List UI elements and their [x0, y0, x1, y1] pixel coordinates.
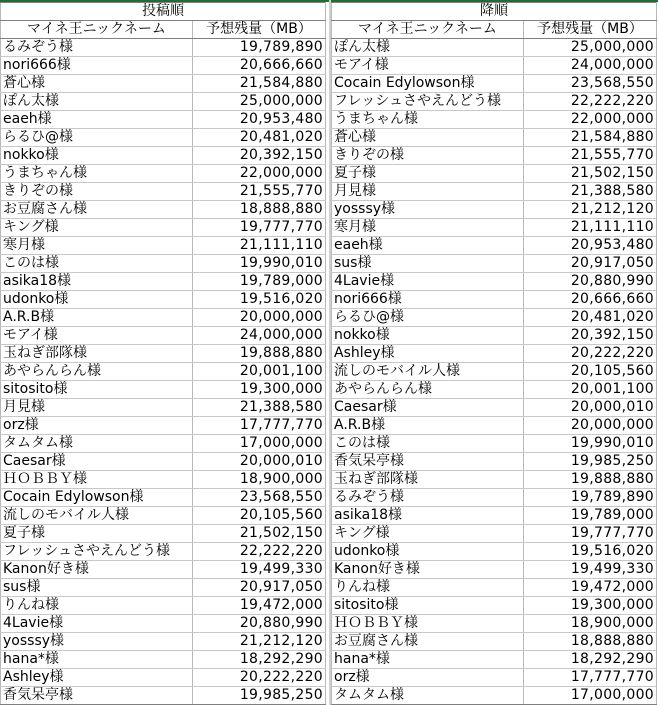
- remaining-cell[interactable]: 20,917,050: [193, 579, 326, 597]
- remaining-cell[interactable]: 20,000,010: [524, 399, 657, 417]
- remaining-cell[interactable]: 21,584,880: [524, 129, 657, 147]
- nickname-cell[interactable]: Kanon好き様: [332, 561, 524, 579]
- nickname-cell[interactable]: sus様: [1, 579, 193, 597]
- remaining-cell[interactable]: 19,789,890: [524, 489, 657, 507]
- table-row: [332, 165, 657, 183]
- table-row: [1, 489, 326, 507]
- nickname-cell[interactable]: 4Lavie様: [1, 615, 193, 633]
- nickname-cell[interactable]: Cocain Edylowson様: [332, 75, 524, 93]
- table-row: [332, 399, 657, 417]
- remaining-cell[interactable]: 19,300,000: [524, 597, 657, 615]
- remaining-cell[interactable]: 23,568,550: [524, 75, 657, 93]
- remaining-cell[interactable]: 18,900,000: [193, 471, 326, 489]
- remaining-cell[interactable]: 17,777,770: [524, 669, 657, 687]
- remaining-cell[interactable]: 24,000,000: [193, 327, 326, 345]
- table-row: [1, 237, 326, 255]
- table-row: [332, 507, 657, 525]
- remaining-cell[interactable]: 17,000,000: [524, 687, 657, 705]
- header-row: [332, 21, 657, 39]
- remaining-cell[interactable]: 20,666,660: [193, 57, 326, 75]
- table-row: [1, 327, 326, 345]
- nickname-cell[interactable]: sitosito様: [332, 597, 524, 615]
- nickname-cell[interactable]: yosssy様: [332, 201, 524, 219]
- nickname-cell[interactable]: フレッシュさやえんどう様: [1, 543, 193, 561]
- nickname-cell[interactable]: orz様: [1, 417, 193, 435]
- remaining-cell[interactable]: 20,222,220: [524, 345, 657, 363]
- nickname-cell[interactable]: 寒月様: [1, 237, 193, 255]
- nickname-cell[interactable]: キング様: [1, 219, 193, 237]
- remaining-cell[interactable]: 19,789,890: [193, 39, 326, 57]
- nickname-cell[interactable]: ぽん太様: [332, 39, 524, 57]
- nickname-cell[interactable]: お豆腐さん様: [332, 633, 524, 651]
- table-row: [1, 453, 326, 471]
- remaining-cell[interactable]: 21,584,880: [193, 75, 326, 93]
- remaining-header[interactable]: 予想残量（MB）: [524, 21, 657, 39]
- table-row: [1, 525, 326, 543]
- table-row: [1, 147, 326, 165]
- remaining-cell[interactable]: 20,105,560: [524, 363, 657, 381]
- remaining-cell[interactable]: 20,917,050: [524, 255, 657, 273]
- table-row: [1, 543, 326, 561]
- table-row: [1, 597, 326, 615]
- table-row: [332, 579, 657, 597]
- remaining-cell[interactable]: 21,502,150: [193, 525, 326, 543]
- remaining-header[interactable]: 予想残量（MB）: [193, 21, 326, 39]
- table-row: [1, 615, 326, 633]
- remaining-cell[interactable]: 22,000,000: [193, 165, 326, 183]
- nickname-cell[interactable]: 月見様: [1, 399, 193, 417]
- table-row: [1, 435, 326, 453]
- nickname-cell[interactable]: るみぞう様: [1, 39, 193, 57]
- table-row: [332, 273, 657, 291]
- table-row: [332, 201, 657, 219]
- nickname-cell[interactable]: sus様: [332, 255, 524, 273]
- table-row: [332, 255, 657, 273]
- remaining-cell[interactable]: 18,888,880: [193, 201, 326, 219]
- table-row: [332, 381, 657, 399]
- remaining-cell[interactable]: 19,777,770: [193, 219, 326, 237]
- table-row: [332, 687, 657, 705]
- remaining-cell[interactable]: 19,777,770: [524, 525, 657, 543]
- table-row: [332, 453, 657, 471]
- remaining-cell[interactable]: 19,499,330: [193, 561, 326, 579]
- nickname-cell[interactable]: 玉ねぎ部隊様: [1, 345, 193, 363]
- nickname-cell[interactable]: このは様: [332, 435, 524, 453]
- table-row: [332, 345, 657, 363]
- remaining-cell[interactable]: 20,392,150: [524, 327, 657, 345]
- table-row: [1, 93, 326, 111]
- nickname-cell[interactable]: らるひ@様: [1, 129, 193, 147]
- table-row: [332, 363, 657, 381]
- nickname-cell[interactable]: Cocain Edylowson様: [1, 489, 193, 507]
- table-row: [332, 129, 657, 147]
- nickname-cell[interactable]: 流しのモバイル人様: [332, 363, 524, 381]
- nickname-cell[interactable]: nori666様: [332, 291, 524, 309]
- remaining-cell[interactable]: 22,222,220: [193, 543, 326, 561]
- nickname-cell[interactable]: モアイ様: [332, 57, 524, 75]
- nickname-cell[interactable]: ＨＯＢＢＹ様: [1, 471, 193, 489]
- remaining-cell[interactable]: 21,502,150: [524, 165, 657, 183]
- table-title-row: [1, 3, 326, 21]
- remaining-cell[interactable]: 20,953,480: [193, 111, 326, 129]
- nickname-cell[interactable]: asika18様: [1, 273, 193, 291]
- table-row: [332, 525, 657, 543]
- nickname-cell[interactable]: nokko様: [332, 327, 524, 345]
- nickname-cell[interactable]: きりぞの様: [1, 183, 193, 201]
- nickname-cell[interactable]: キング様: [332, 525, 524, 543]
- remaining-cell[interactable]: 21,388,580: [524, 183, 657, 201]
- table-row: [332, 219, 657, 237]
- nickname-cell[interactable]: 夏子様: [1, 525, 193, 543]
- nickname-cell[interactable]: 4Lavie様: [332, 273, 524, 291]
- table-row: [1, 57, 326, 75]
- table-row: [332, 651, 657, 669]
- remaining-cell[interactable]: 22,222,220: [524, 93, 657, 111]
- remaining-cell[interactable]: 19,985,250: [193, 687, 326, 705]
- table-row: [332, 93, 657, 111]
- remaining-cell[interactable]: 21,111,110: [193, 237, 326, 255]
- table-row: [1, 219, 326, 237]
- nickname-header[interactable]: マイネ王ニックネーム: [332, 21, 524, 39]
- remaining-cell[interactable]: 20,481,020: [524, 309, 657, 327]
- table-row: [1, 651, 326, 669]
- table-row: [332, 471, 657, 489]
- table-row: [332, 291, 657, 309]
- nickname-cell[interactable]: 玉ねぎ部隊様: [332, 471, 524, 489]
- remaining-cell[interactable]: 19,516,020: [193, 291, 326, 309]
- remaining-cell[interactable]: 19,300,000: [193, 381, 326, 399]
- nickname-cell[interactable]: hana*様: [332, 651, 524, 669]
- table-row: [332, 147, 657, 165]
- nickname-cell[interactable]: タムタム様: [332, 687, 524, 705]
- nickname-cell[interactable]: りんね様: [1, 597, 193, 615]
- remaining-cell[interactable]: 19,789,000: [193, 273, 326, 291]
- table-row: [1, 255, 326, 273]
- remaining-cell[interactable]: 19,472,000: [524, 579, 657, 597]
- remaining-cell[interactable]: 20,880,990: [193, 615, 326, 633]
- table-row: [1, 75, 326, 93]
- remaining-cell[interactable]: 21,111,110: [524, 219, 657, 237]
- remaining-cell[interactable]: 20,000,010: [193, 453, 326, 471]
- table-row: [1, 561, 326, 579]
- table-row: [332, 183, 657, 201]
- table-row: [1, 345, 326, 363]
- nickname-cell[interactable]: 寒月様: [332, 219, 524, 237]
- remaining-cell[interactable]: 19,499,330: [524, 561, 657, 579]
- table-row: [1, 471, 326, 489]
- remaining-cell[interactable]: 19,990,010: [524, 435, 657, 453]
- table-row: [1, 579, 326, 597]
- table-row: [332, 615, 657, 633]
- remaining-cell[interactable]: 18,292,290: [193, 651, 326, 669]
- nickname-cell[interactable]: お豆腐さん様: [1, 201, 193, 219]
- table-row: [1, 633, 326, 651]
- nickname-cell[interactable]: あやらんらん様: [332, 381, 524, 399]
- nickname-cell[interactable]: らるひ@様: [332, 309, 524, 327]
- remaining-cell[interactable]: 23,568,550: [193, 489, 326, 507]
- table-title[interactable]: 投稿順: [1, 3, 326, 21]
- remaining-cell[interactable]: 17,777,770: [193, 417, 326, 435]
- table-row: [1, 183, 326, 201]
- table-row: [1, 363, 326, 381]
- remaining-cell[interactable]: 25,000,000: [524, 39, 657, 57]
- remaining-cell[interactable]: 21,555,770: [193, 183, 326, 201]
- table-row: [332, 597, 657, 615]
- table-row: [332, 435, 657, 453]
- nickname-cell[interactable]: orz様: [332, 669, 524, 687]
- table-row: [1, 165, 326, 183]
- nickname-cell[interactable]: あやらんらん様: [1, 363, 193, 381]
- remaining-cell[interactable]: 21,555,770: [524, 147, 657, 165]
- remaining-cell[interactable]: 25,000,000: [193, 93, 326, 111]
- nickname-cell[interactable]: nori666様: [1, 57, 193, 75]
- remaining-cell[interactable]: 20,105,560: [193, 507, 326, 525]
- table-row: [1, 687, 326, 705]
- table-row: [332, 309, 657, 327]
- table-row: [1, 507, 326, 525]
- nickname-cell[interactable]: フレッシュさやえんどう様: [332, 93, 524, 111]
- remaining-cell[interactable]: 20,666,660: [524, 291, 657, 309]
- nickname-cell[interactable]: 香気呆亭様: [1, 687, 193, 705]
- remaining-cell[interactable]: 19,985,250: [524, 453, 657, 471]
- remaining-cell[interactable]: 21,212,120: [193, 633, 326, 651]
- remaining-cell[interactable]: 19,516,020: [524, 543, 657, 561]
- nickname-cell[interactable]: sitosito様: [1, 381, 193, 399]
- nickname-cell[interactable]: このは様: [1, 255, 193, 273]
- nickname-cell[interactable]: asika18様: [332, 507, 524, 525]
- nickname-cell[interactable]: hana*様: [1, 651, 193, 669]
- nickname-cell[interactable]: A.R.B様: [1, 309, 193, 327]
- nickname-cell[interactable]: うまちゃん様: [1, 165, 193, 183]
- nickname-cell[interactable]: 蒼心様: [1, 75, 193, 93]
- table-row: [1, 291, 326, 309]
- nickname-cell[interactable]: Kanon好き様: [1, 561, 193, 579]
- nickname-cell[interactable]: 月見様: [332, 183, 524, 201]
- nickname-cell[interactable]: A.R.B様: [332, 417, 524, 435]
- nickname-cell[interactable]: ぽん太様: [1, 93, 193, 111]
- table-row: [1, 273, 326, 291]
- table-row: [332, 489, 657, 507]
- table-row: [332, 633, 657, 651]
- remaining-cell[interactable]: 18,292,290: [524, 651, 657, 669]
- nickname-cell[interactable]: 夏子様: [332, 165, 524, 183]
- remaining-cell[interactable]: 20,481,020: [193, 129, 326, 147]
- nickname-cell[interactable]: タムタム様: [1, 435, 193, 453]
- nickname-cell[interactable]: 流しのモバイル人様: [1, 507, 193, 525]
- nickname-cell[interactable]: モアイ様: [1, 327, 193, 345]
- table-row: [332, 327, 657, 345]
- nickname-cell[interactable]: りんね様: [332, 579, 524, 597]
- table-row: [332, 111, 657, 129]
- nickname-cell[interactable]: 香気呆亭様: [332, 453, 524, 471]
- nickname-cell[interactable]: nokko様: [1, 147, 193, 165]
- nickname-cell[interactable]: Caesar様: [332, 399, 524, 417]
- table-row: [332, 543, 657, 561]
- table-row: [1, 201, 326, 219]
- remaining-cell[interactable]: 20,222,220: [193, 669, 326, 687]
- nickname-header[interactable]: マイネ王ニックネーム: [1, 21, 193, 39]
- remaining-cell[interactable]: 21,212,120: [524, 201, 657, 219]
- remaining-cell[interactable]: 20,392,150: [193, 147, 326, 165]
- nickname-cell[interactable]: 蒼心様: [332, 129, 524, 147]
- header-row: [1, 21, 326, 39]
- nickname-cell[interactable]: うまちゃん様: [332, 111, 524, 129]
- nickname-cell[interactable]: Ashley様: [1, 669, 193, 687]
- remaining-cell[interactable]: 24,000,000: [524, 57, 657, 75]
- nickname-cell[interactable]: yosssy様: [1, 633, 193, 651]
- remaining-cell[interactable]: 19,472,000: [193, 597, 326, 615]
- table-title-row: [332, 3, 657, 21]
- table-row: [332, 561, 657, 579]
- remaining-cell[interactable]: 17,000,000: [193, 435, 326, 453]
- remaining-cell[interactable]: 19,888,880: [193, 345, 326, 363]
- nickname-cell[interactable]: るみぞう様: [332, 489, 524, 507]
- remaining-cell[interactable]: 18,900,000: [524, 615, 657, 633]
- posting-order-table: [0, 2, 326, 705]
- nickname-cell[interactable]: eaeh様: [1, 111, 193, 129]
- table-row: [332, 669, 657, 687]
- table-row: [332, 75, 657, 93]
- remaining-cell[interactable]: 20,953,480: [524, 237, 657, 255]
- table-row: [332, 417, 657, 435]
- table-row: [332, 57, 657, 75]
- remaining-cell[interactable]: 18,888,880: [524, 633, 657, 651]
- table-row: [1, 399, 326, 417]
- remaining-cell[interactable]: 20,000,000: [193, 309, 326, 327]
- remaining-cell[interactable]: 19,990,010: [193, 255, 326, 273]
- nickname-cell[interactable]: udonko様: [332, 543, 524, 561]
- nickname-cell[interactable]: Ashley様: [332, 345, 524, 363]
- table-row: [1, 39, 326, 57]
- remaining-cell[interactable]: 22,000,000: [524, 111, 657, 129]
- descending-order-table: [331, 2, 657, 705]
- remaining-cell[interactable]: 20,001,100: [193, 363, 326, 381]
- nickname-cell[interactable]: Caesar様: [1, 453, 193, 471]
- table-row: [1, 669, 326, 687]
- remaining-cell[interactable]: 21,388,580: [193, 399, 326, 417]
- remaining-cell[interactable]: 20,880,990: [524, 273, 657, 291]
- remaining-cell[interactable]: 20,001,100: [524, 381, 657, 399]
- table-row: [332, 237, 657, 255]
- table-row: [1, 129, 326, 147]
- remaining-cell[interactable]: 20,000,000: [524, 417, 657, 435]
- table-row: [1, 309, 326, 327]
- remaining-cell[interactable]: 19,888,880: [524, 471, 657, 489]
- table-row: [1, 381, 326, 399]
- table-row: [1, 417, 326, 435]
- table-title[interactable]: 降順: [332, 3, 657, 21]
- nickname-cell[interactable]: udonko様: [1, 291, 193, 309]
- table-row: [332, 39, 657, 57]
- nickname-cell[interactable]: ＨＯＢＢＹ様: [332, 615, 524, 633]
- nickname-cell[interactable]: きりぞの様: [332, 147, 524, 165]
- remaining-cell[interactable]: 19,789,000: [524, 507, 657, 525]
- nickname-cell[interactable]: eaeh様: [332, 237, 524, 255]
- table-row: [1, 111, 326, 129]
